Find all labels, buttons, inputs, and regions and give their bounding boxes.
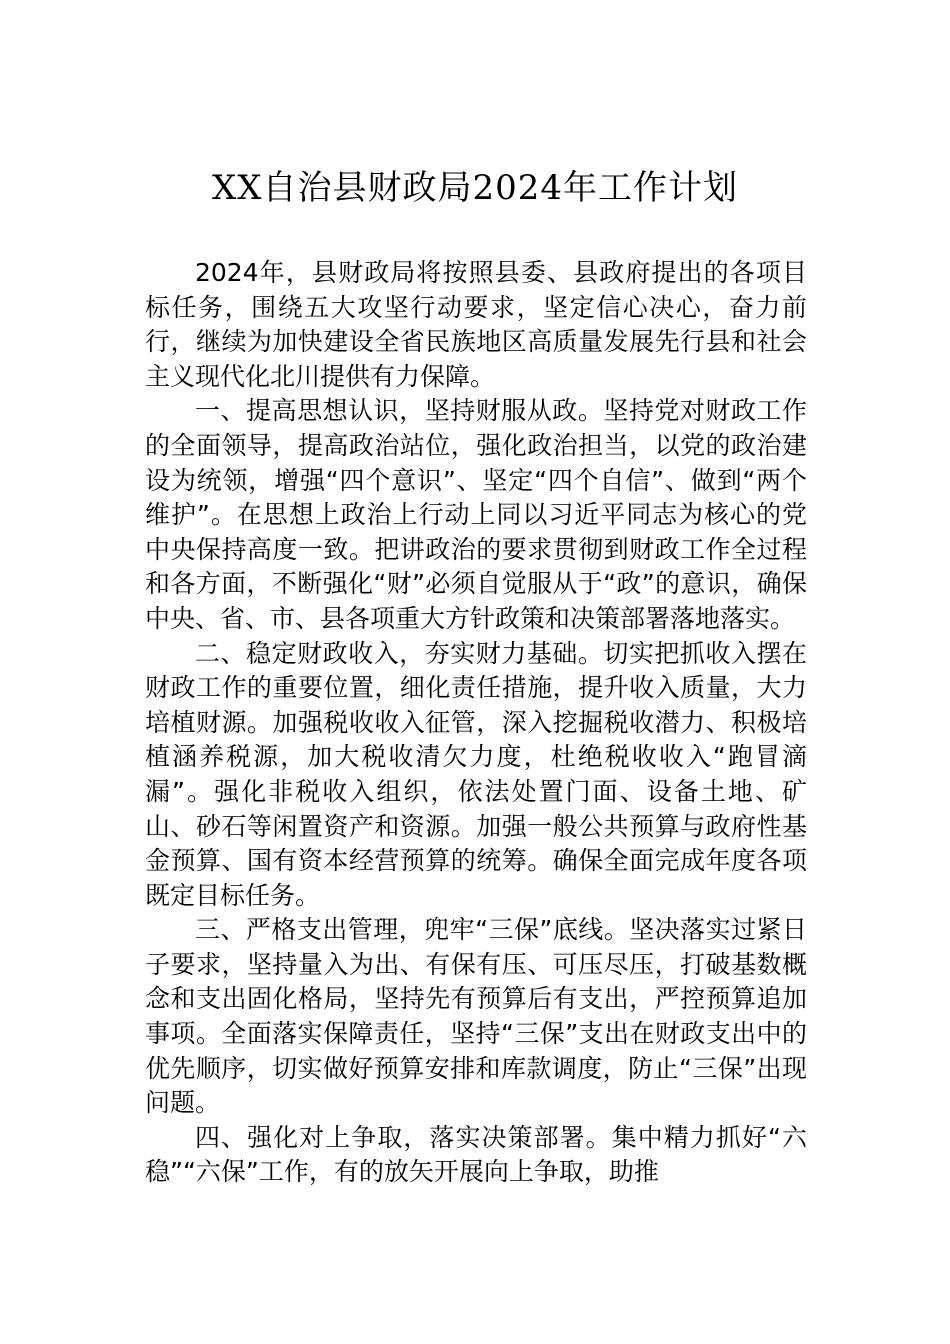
paragraph-section-2: 二、稳定财政收入，夯实财力基础。切实把抓收入摆在财政工作的重要位置，细化责任措施，提升收入质量，大力培植财源。加强税收收入征管，深入挖掘税收潜力、积极培植涵养税源，加大税收清欠力度，杜绝税收收入“跑冒滴漏”。强化非税收入组织，依法处置门面、设备土地、矿山、砂石等闲置资产和资源。加强一般公共预算与政府性基金预算、国有资本经营预算的统筹。确保全面完成年度各项既定目标任务。 (145, 638, 807, 910)
paragraph-section-4: 四、强化对上争取，落实决策部署。集中精力抓好“六稳”“六保”工作，有的放矢开展向上争取，助推 (145, 1122, 807, 1187)
paragraph-section-1: 一、提高思想认识，坚持财服从政。坚持党对财政工作的全面领导，提高政治站位，强化政治担当，以党的政治建设为统领，增强“四个意识”、坚定“四个自信”、做到“两个维护”。在思想上政治上行动上同以习近平同志为核心的党中央保持高度一致。把讲政治的要求贯彻到财政工作全过程和各方面，不断强化“财”必须自觉服从于“政”的意识，确保中央、省、市、县各项重大方针政策和决策部署落地落实。 (145, 396, 807, 633)
paragraph-intro: 2024年，县财政局将按照县委、县政府提出的各项目标任务，围绕五大攻坚行动要求，坚定信心决心，奋力前行，继续为加快建设全省民族地区高质量发展先行县和社会主义现代化北川提供有力保障。 (145, 258, 807, 391)
document-title: XX自治县财政局2024年工作计划 (212, 168, 738, 208)
document-body (145, 256, 807, 1190)
paragraph-section-3: 三、严格支出管理，兜牢“三保”底线。坚决落实过紧日子要求，坚持量入为出、有保有压、可压尽压，打破基数概念和支出固化格局，坚持先有预算后有支出，严控预算追加事项。全面落实保障责任，坚持“三保”支出在财政支出中的优先顺序，切实做好预算安排和库款调度，防止“三保”出现问题。 (145, 915, 807, 1118)
